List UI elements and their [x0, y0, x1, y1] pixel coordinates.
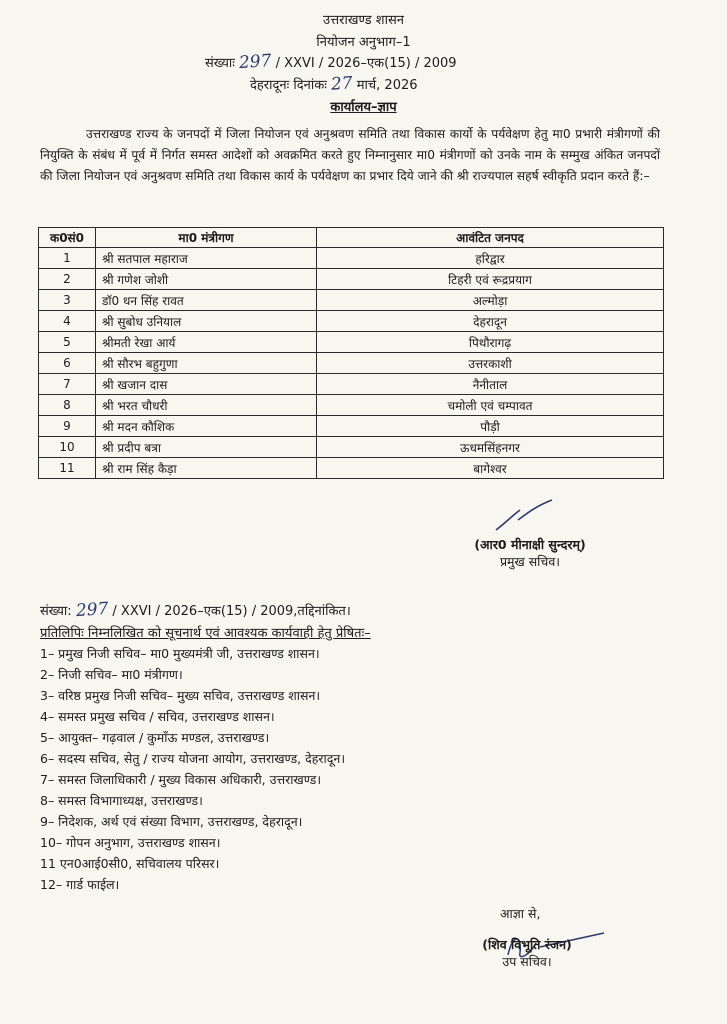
table-row: [39, 458, 664, 479]
serial-cell: 4: [39, 311, 96, 332]
list-item: 11 एन0आई0सी0, सचिवालय परिसर।: [40, 856, 220, 871]
table-row: [39, 311, 664, 332]
district-cell: पौड़ी: [317, 416, 664, 437]
minister-cell: श्री मदन कौशिक: [96, 416, 317, 437]
district-cell: हरिद्वार: [317, 248, 664, 269]
deputy-secretary-signatory: [452, 905, 602, 970]
list-item: 12– गार्ड फाईल।: [40, 877, 120, 892]
memo-body-paragraph: उत्तराखण्ड राज्य के जनपदों में जिला नियोजन एवं अनुश्रवण समिति तथा विकास कार्यो के पर्यवेक्षण हेतु मा0 प्रभारी मंत्रीगणों की नियुक्ति के संबंध में पूर्व में निर्गत समस्त आदेशों को अवक्रमित करते हुए निम्नानुसार मा0 मंत्रीगणों को उनके नाम के सम्मुख अंकित जनपदों की जिला नियोजन एवं अनुश्रवण समिति तथा विकास कार्य के पर्यवेक्षण का प्रभार दिये जाने की श्री राज्यपाल सहर्ष स्वीकृति प्रदान करते हैं:–: [40, 127, 660, 183]
list-item: 7– समस्त जिलाधिकारी / मुख्य विकास अधिकारी, उत्तराखण्ड।: [40, 772, 322, 787]
header-serial: क0सं0: [39, 228, 96, 248]
serial-cell: 6: [39, 353, 96, 374]
district-cell: बागेश्वर: [317, 458, 664, 479]
order-text: आज्ञा से,: [500, 906, 541, 921]
serial-cell: 7: [39, 374, 96, 395]
copy-number-suffix: / XXVI / 2026–एक(15) / 2009,तद्दिनांकित।: [112, 604, 351, 619]
table-row: [39, 269, 664, 290]
serial-cell: 9: [39, 416, 96, 437]
minister-cell: श्री सुबोध उनियाल: [96, 311, 317, 332]
table-row: [39, 416, 664, 437]
deputy-secretary-designation: उप सचिव।: [502, 954, 552, 969]
district-cell: उत्तरकाशी: [317, 353, 664, 374]
principal-secretary-signature: [490, 498, 560, 534]
section-heading: नियोजन अनुभाग–1: [316, 35, 411, 50]
minister-allocation-table: [38, 227, 664, 479]
document-type-heading: कार्यालय–ज्ञाप: [330, 100, 397, 115]
list-item: 6– सदस्य सचिव, सेतु / राज्य योजना आयोग, उत्तराखण्ड, देहरादून।: [40, 751, 346, 766]
table-row: [39, 437, 664, 458]
district-cell: नैनीताल: [317, 374, 664, 395]
serial-cell: 3: [39, 290, 96, 311]
list-item: 8– समस्त विभागाध्यक्ष, उत्तराखण्ड।: [40, 793, 203, 808]
list-item: 10– गोपन अनुभाग, उत्तराखण्ड शासन।: [40, 835, 221, 850]
table-row: [39, 395, 664, 416]
district-cell: पिथौरागढ़: [317, 332, 664, 353]
deputy-secretary-name: (शिव विभूति रंजन): [482, 937, 572, 952]
principal-secretary-name: (आर0 मीनाक्षी सुन्दरम्): [474, 537, 586, 552]
district-cell: अल्मोड़ा: [317, 290, 664, 311]
serial-cell: 8: [39, 395, 96, 416]
list-item: 9– निदेशक, अर्थ एवं संख्या विभाग, उत्तराखण्ड, देहरादून।: [40, 814, 303, 829]
copy-to-heading: प्रतिलिपिः निम्नलिखित को सूचनार्थ एवं आवश्यक कार्यवाही हेतु प्रेषितः–: [40, 626, 371, 641]
district-cell: चमोली एवं चम्पावत: [317, 395, 664, 416]
handwritten-date: 27: [330, 73, 354, 95]
minister-cell: श्रीमती रेखा आर्य: [96, 332, 317, 353]
government-heading: उत्तराखण्ड शासन: [323, 13, 404, 28]
list-item: 1– प्रमुख निजी सचिव– मा0 मुख्यमंत्री जी, उत्तराखण्ड शासन।: [40, 646, 320, 661]
minister-cell: श्री भरत चौधरी: [96, 395, 317, 416]
minister-cell: डॉ0 धन सिंह रावत: [96, 290, 317, 311]
header-district: आवंटित जनपद: [317, 228, 664, 248]
number-suffix: / XXVI / 2026–एक(15) / 2009: [275, 56, 457, 71]
copy-reference-number: [40, 600, 351, 620]
list-item: 3– वरिष्ठ प्रमुख निजी सचिव– मुख्य सचिव, उत्तराखण्ड शासन।: [40, 688, 321, 703]
serial-cell: 2: [39, 269, 96, 290]
table-row: [39, 248, 664, 269]
minister-cell: श्री सौरभ बहुगुणा: [96, 353, 317, 374]
date-suffix: मार्च, 2026: [356, 78, 418, 93]
copy-number-label: संख्या:: [40, 604, 72, 619]
minister-cell: श्री खजान दास: [96, 374, 317, 395]
table-row: [39, 332, 664, 353]
place-date-line: [250, 74, 418, 94]
principal-secretary-signatory: [445, 536, 615, 570]
district-cell: देहरादून: [317, 311, 664, 332]
minister-cell: श्री राम सिंह कैड़ा: [96, 458, 317, 479]
minister-cell: श्री गणेश जोशी: [96, 269, 317, 290]
serial-cell: 10: [39, 437, 96, 458]
table-header-row: [39, 228, 664, 248]
serial-cell: 1: [39, 248, 96, 269]
memo-number-line: [205, 52, 457, 72]
list-item: 2– निजी सचिव– मा0 मंत्रीगण।: [40, 667, 183, 682]
serial-cell: 5: [39, 332, 96, 353]
district-cell: टिहरी एवं रूद्रप्रयाग: [317, 269, 664, 290]
copy-handwritten-number: 297: [75, 598, 109, 622]
table-row: [39, 290, 664, 311]
minister-cell: श्री सतपाल महाराज: [96, 248, 317, 269]
handwritten-number: 297: [238, 50, 273, 74]
place-date-label: देहरादूनः दिनांकः: [250, 78, 327, 93]
serial-cell: 11: [39, 458, 96, 479]
number-label: संख्याः: [205, 56, 235, 71]
header-minister: मा0 मंत्रीगण: [96, 228, 317, 248]
list-item: 5– आयुक्त– गढ़वाल / कुमाँऊ मण्डल, उत्तराखण्ड।: [40, 730, 270, 745]
table-row: [39, 374, 664, 395]
minister-cell: श्री प्रदीप बत्रा: [96, 437, 317, 458]
district-cell: ऊधमसिंहनगर: [317, 437, 664, 458]
copy-to-list: [40, 643, 345, 895]
list-item: 4– समस्त प्रमुख सचिव / सचिव, उत्तराखण्ड शासन।: [40, 709, 275, 724]
table-row: [39, 353, 664, 374]
principal-secretary-designation: प्रमुख सचिव।: [499, 554, 561, 569]
